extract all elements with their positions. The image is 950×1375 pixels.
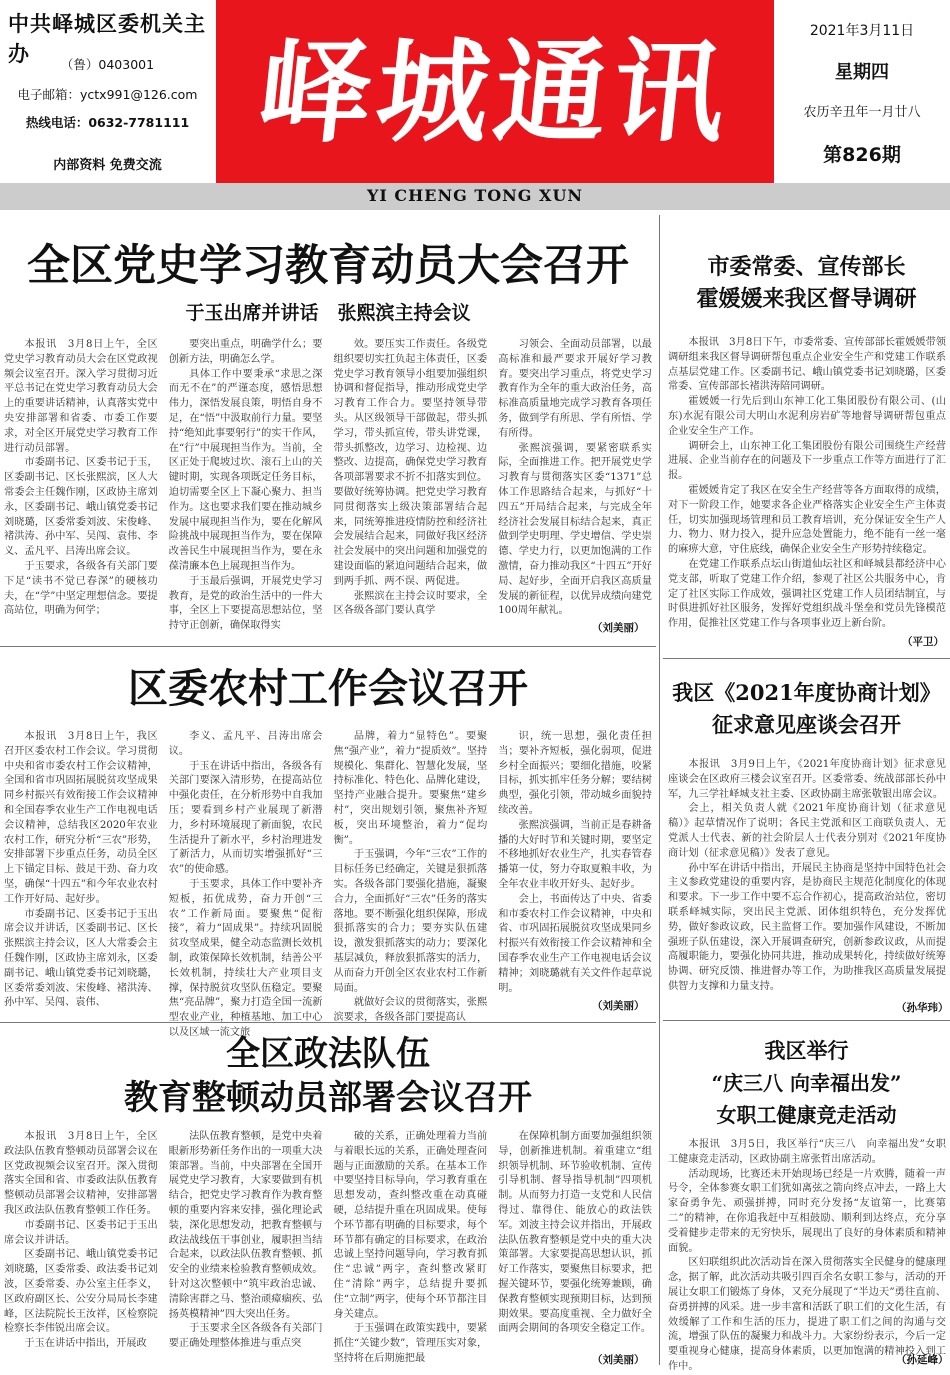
article-headline: 霍媛媛来我区督导调研 [696, 286, 917, 312]
masthead [216, 0, 774, 183]
pinyin-band [0, 183, 950, 210]
license-number: （鲁）0403001 [60, 57, 155, 72]
section-rule [0, 1022, 656, 1023]
article-headline: 我区举行 [764, 1038, 849, 1063]
byline: （刘美丽） [592, 1000, 645, 1012]
article-headline: 市委常委、宣传部长 [707, 254, 906, 280]
article-body [668, 336, 946, 632]
text-column: 要突出重点，明确学什么；要创新方法，明确怎么学。 具体工作中要秉承“求思之深而无不在”的严谨态度，感悟思想伟力，深悟发展良策，明悟自身不足，在“悟”中汲取前行力量。要坚持“绝知此事要躬行”的实干作风，在“行”中展现担当作为。当前，全区正处于爬坡过坎、滚石上山的关键时期，实现各项既定任务目标，迫切需要全区上下凝心聚力、担当作为。这也要求我们要在推动城乡发展中展现担当作为，要在化解风险挑战中展现担当作为，要在保障改善民生中展现担当作为，要在永葆清廉本色上展现担当作为。 于玉最后强调，开展党史学习教育，是党的政治生活中的一件大事，全区上下要提高思想站位，坚持守正创新，确保取得实 [168, 339, 323, 632]
hotline: 热线电话：0632-7781111 [25, 115, 190, 130]
article-body [668, 758, 946, 998]
text-column: 法队伍教育整顿，是党中央着眼新形势新任务作出的一项重大决策部署。当前，中央部署在全国开展党史学习教育，大家要做到有机结合，把党史学习教育作为教育整顿的重要内容来安排，强化理论武装，深化思想发动，把教育整顿与政法战线伍干事创业，履职担当结合起来，以政法队伍教育整顿、抓安全的业绩来检验教育整顿成效。针对这次整顿中“筑牢政治忠诚、清除害群之马、整治顽瘴痼疾、弘扬英模精神”四大突出任务。 于玉要求全区各级各有关部门要正确处理整体推进与重点突 [168, 1131, 323, 1350]
issue-number: 第826期 [823, 144, 901, 166]
text-column: 本报讯 3月8日上午，全区政法队伍教育整顿动员部署会议在区党政视频会议室召开。深入贯彻落实全国和省、市委政法队伍教育整顿动员部署会议精神，安排部署我区政法队伍教育整顿工作任务。 市委副书记、区委书记于玉出席会议并讲话。 区委副书记、峨山镇党委书记刘晓璐，区委常委、政法委书记刘波，区委常委、办公室主任李义，区政府副区长、公安分局局长李建峰，区法院院长王汝祥，区检察院检察长李伟锐出席会议。 于玉在讲话中指出，开展政 [4, 1131, 158, 1350]
masthead-pinyin: YI CHENG TONG XUN [366, 186, 584, 205]
text-column: 本报讯 3月9日上午，《2021年度协商计划》征求意见座谈会在区政府三楼会议室召开。区委常委、统战部部长孙中军，九三学社峄城支社主委、区政协副主席张敬银出席会议。 会上，相关负责人就《2021年度协商计划（征求意见稿）》起草情况作了说明；各民主党派和区工商联负责人、无党派人士代表、新的社会阶层人士代表分别对《2021年度协商计划（征求意见稿）》发表了意见。 孙中军在讲话中指出，开展民主协商是坚持中国特色社会主义参政党建设的重要内容，是协商民主规范化制度化的体现和要求。下一步工作中要不忘合作初心，提高政治站位，密切联系峄城实际，突出民主党派、团体组织特色，充分发挥优势，做好参政议政，民主监督工作。要加强作风建设，不断加强班子队伍建设，深入开展调查研究，创新参政议政，从而提高履职能力，要强化协同共进，推动成果转化，持续做好统筹协调、研究反馈、推进督办等工作，为助推我区高质量发展提供智力支撑和力量支持。 [668, 759, 946, 992]
text-column: 效。要压实工作责任。各级党组织要切实扛负起主体责任，区委党史学习教育领导小组要加强组织协调和督促指导，推动形成党史学习教育工作合力。要坚持领导带头。从区级领导干部做起，带头抓学习，带头抓宣传，带头讲党课，带头抓整改，边学习、边检视、边整改、边提高，确保党史学习教育各项部署要求不折不扣落实到位。要做好统筹协调。把党史学习教育同贯彻落实上级决策部署结合起来，同统筹推进疫情防控和经济社会发展结合起来，同做好我区经济社会发展中的突出问题和加强党的建设面临的紧迫问题结合起来，做到两手抓、两不误、两促进。 张熙滨在主持会议时要求，全区各级各部门要认真学 [333, 339, 488, 617]
article-headline: 教育整顿动员部署会议召开 [124, 1078, 532, 1118]
article-headline: 全区党史学习教育动员大会召开 [27, 241, 629, 291]
text-column: 李义、孟凡平、吕涛出席会议。 于玉在讲话中指出，各级各有关部门要深入清形势，在提高站位中强化责任，在分析形势中自我加压；要看到乡村产业展现了新潜力，乡村环境展现了新面貌，农民生活提升了新水平，乡村治理进发了新活力，从而切实增强抓好“三农”的使命感。 于玉要求，具体工作中要补齐短板，拓优成势，奋力开创“三农”工作新局面。要聚焦“促衔接”，着力“固成果”。持续巩固脱贫攻坚成果，健全动态监测长效机制，政策保障长效机制，结善公平长效机制，持续壮大产业项目支撑，保持脱贫攻坚队伍稳定。要聚焦“亮品牌”，聚力打造全国一流新型农业产业，种植基地、加工中心以及区域一流文旅 [168, 731, 323, 1038]
article-headline: 女职工健康竞走活动 [716, 1103, 897, 1127]
article-body [4, 338, 652, 632]
byline: （孙延峰） [896, 1354, 949, 1366]
text-column: 本报讯 3月8日上午，我区召开区委农村工作会议。学习贯彻中央和省市委农村工作会议精神，全国和省市巩固拓展脱贫攻坚成果同乡村振兴有效衔接工作会议精神和全国春季农业生产工作电视电话会议精神，总结我区2020年农业农村工作，研究分析“三农”形势，安排部署下步重点任务，动员全区上下锚定目标、鼓足干劲、奋力攻坚，确保“十四五”和今年农业农村工作开好局、起好步。 市委副书记、区委书记于玉出席会议并讲话，区委副书记、区长张熙滨主持会议，区人大常委会主任魏作刚，区政协主席刘永，区委副书记、峨山镇党委书记刘晓璐，区委常委刘波、宋俊峰、褚洪涛、孙中军、吴闯、袁伟、 [4, 731, 158, 1009]
article-headline: 征求意见座谈会召开 [712, 712, 901, 737]
publisher-org: 中共峄城区委机关主办 [8, 11, 206, 66]
weekday: 星期四 [835, 62, 889, 83]
byline: （孙华玮） [896, 1002, 949, 1014]
byline: （刘美丽） [592, 1354, 645, 1366]
article-headline: 我区《2021年度协商计划》 [672, 680, 941, 705]
article-headline: 区委农村工作会议召开 [128, 666, 528, 712]
article-subheadline: 于玉出席并讲话 张熙滨主持会议 [185, 302, 471, 324]
section-rule [0, 646, 656, 647]
internal-note: 内部资料 免费交流 [53, 158, 162, 173]
header-left [0, 0, 215, 183]
issue-date: 2021年3月11日 [809, 23, 915, 39]
masthead-title: 峄城通讯 [252, 27, 738, 158]
article-headline: “庆三八 向幸福出发” [711, 1071, 902, 1095]
text-column: 本报讯 3月8日下午，市委常委、宣传部部长霍媛媛带领调研组来我区督导调研帮包重点企业安全生产和党建工作联系点基层党建工作。区委副书记、峨山镇党委书记刘晓璐，区委常委、宣传部部长褚洪涛陪同调研。 霍媛媛一行先后到山东神工化工集团股份有限公司、(山东)水泥有限公司大明山水泥利房岩矿等地督导调研帮包重点企业安全生产工作。 调研会上，山东神工化工集团股份有限公司围绕生产经营进展、企业当前存在的问题及下一步重点工作等方面进行了汇报。 霍媛媛肯定了我区在安全生产经营等各方面取得的成绩，对下一阶段工作，她要求各企业严格落实企业安全生产主体责任，切实加强现场管理和员工教育培训，充分保证安全生产人力、物力、财力投入，提升应急处置能力，绝不能有一丝一毫的麻痹大意，守住底线，确保企业安全生产形势持续稳定。 在党建工作联系点坛山街道仙坛社区和峄城县都经济中心党支部，听取了党建工作介绍，参观了社区公共服务中心，肯定了社区实际工作成效，强调社区党建工作人员团结制宜，与时俱进抓好社区服务，发挥好党组织战斗堡垒和党员先锋模范作用，促推社区党建工作与各项事业迈上新台阶。 [668, 337, 946, 630]
byline: （平卫） [902, 636, 944, 648]
section-rule [663, 1020, 950, 1021]
text-column: 本报讯 3月8日上午，全区党史学习教育动员大会在区党政视频会议室召开。深入学习贯彻习近平总书记在党史学习教育动员大会上的重要讲话精神，认真落实党中央安排部署和省委、市委工作要求，对全区开展党史学习教育工作进行动员部署。 市委副书记、区委书记于玉，区委副书记、区长张熙滨，区人大常委会主任魏作刚，区政协主席刘永，区委副书记、峨山镇党委书记刘晓璐，区委常委刘波、宋俊峰、褚洪涛、孙中军、吴闯、袁伟、李义、孟凡平、吕涛出席会议。 于玉要求，各级各有关部门要下足“读书不觉已春深”的硬核功夫，在“学”中坚定理想信念。要提高站位，明确为何学； [4, 339, 158, 617]
byline: （刘美丽） [592, 622, 645, 634]
column-divider [659, 215, 660, 1365]
text-column: 破的关系，正确处理着力当前与着眼长远的关系，正确处理查问题与正面激励的关系。在基本工作中要坚持目标导向，学习教育重在思想发动，查纠整改重在动真碰硬，总结提升重在巩固成果。使每个环节都有明确的目标要求，每个环节都有确定的目标要求，在政治忠诚上坚持问题导向，学习教育抓住“忠诚”两字，查纠整改紧盯住“清除”两字，总结提升要抓住“立制”两字，使每个环节都注目身关建点。 于玉强调在政策实践中，要紧抓住“关键少数”，管理压实对象，坚持将在后期施把最 [333, 1131, 488, 1364]
lunar-date: 农历辛丑年一月廿八 [803, 105, 921, 120]
article-headline: 全区政法队伍 [226, 1034, 430, 1074]
text-column: 品牌，着力“显特色”。要聚焦“强产业”，着力“提质效”。坚持规模化、集群化、智慧化发展，坚持标准化、特色化、品牌化建设，坚持产业融合提升。要聚焦“建乡村”，突出规划引领，聚焦补齐短板，突出环境整治，着力“促均衡”。 于玉强调，今年“三农”工作的目标任务已经确定，关键是狠抓落实。各级各部门要强化措施，凝聚合力，全面抓好“三农”任务的落实落地。要不断强化组织保障，形成狠抓落实的合力；要夯实队伍建设，激发狠抓落实的动力；要深化基层减负，释放狠抓落实的活力，从而奋力开创全区农业农村工作新局面。 就做好会议的贯彻落实，张熙滨要求，各级各部门要提高认 [333, 731, 488, 1024]
email-line: 电子邮箱：yctx991@126.com [17, 87, 198, 102]
text-column: 识，统一思想，强化责任担当；要补齐短板，强化弱项，促进乡村全面振兴；要细化措施，咬紧目标，抓实抓牢任务分解；要结树典型，强化引领，带动城乡面貌持续改善。 张熙滨强调，当前正是春耕备播的大好时节和关键时期，要坚定不移地抓好农业生产，扎实春管春播第一仗，努力夺取夏粮丰收，为全年农业丰收开好头、起好步。 会上，书面传达了中央、省委和市委农村工作会议精神，中央和省、市巩固拓展脱贫攻坚成果同乡村振兴有效衔接工作会议精神和全国春季农业生产工作电视电话会议精神；刘晓璐就有关文件作起草说明。 [498, 731, 652, 994]
text-column: 习领会、全面动员部署，以最高标准和最严要求开展好学习教育。要突出学习重点，将党史学习教育作为全年的重大政治任务，高标准高质量地完成学习教育各项任务，做到学有所思、学有所悟、学有所得。 张熙滨强调，要紧密联系实际，全面推进工作。把开展党史学习教育与贯彻落实区委“1371”总体工作思路结合起来，与抓好“十四五”开局结合起来，与完成全年经济社会发展目标结合起来，真正做到学史明理、学史增信、学史崇德、学史力行，以更加饱满的工作激情，奋力推动我区“十四五”开好局、起好步，全面开启我区高质量发展的新征程，以优异成绩向建党100周年献礼。 [498, 339, 652, 617]
text-column: 在保障机制方面要加强组织领导，创新推进机制。着重建立“组织领导机制、环节验收机制、宣传引导机制、督导指导机制”四项机制。从而努力打造一支党和人民信得过、靠得住、能放心的政法铁军。刘波主持会议并指出，开展政法队伍教育整顿是党中央的重大决策部署。大家要提高思想认识，抓好工作落实，要聚焦目标要求，把握关键环节，要强化统筹兼顾，确保教育整顿实现预期目标，达到预期效果。要高度重视、全力做好全面两会期间的各项安全稳定工作。 [498, 1131, 652, 1335]
text-column: 本报讯 3月5日，我区举行“庆三八 向幸福出发”女职工健康竞走活动，区政协副主席张哲出席活动。 活动现场，比赛还未开始现场已经是一片欢腾，随着一声号令，全体参赛女职工们犹如离弦之箭向终点冲去，一路上大家奋勇争先、顽强拼搏，同时充分发扬“友谊第一，比赛第二”的精神，在你追我赶中互相鼓励、顺利到达终点，充分享受着健步走带来的无穷快乐，展现出了良好的身体素质和精神面貌。 区妇联组织此次活动旨在深入贯彻落实全民健身的健康理念，据了解，此次活动共吸引四百余名女职工参与，活动的开展让女职工们锻炼了身体，又充分展现了“半边天”勇往直前、奋勇拼搏的风采。进一步丰富和活跃了职工们的文化生活，有效缓解了工作和生活的压力，提进了职工们之间的沟通与交流，增强了队伍的凝聚力和战斗力。大家纷纷表示，今后一定要重视身心健康，提高身体素质，以更加饱满的精神投入到工作中。 [668, 1139, 946, 1372]
section-rule [663, 658, 950, 659]
